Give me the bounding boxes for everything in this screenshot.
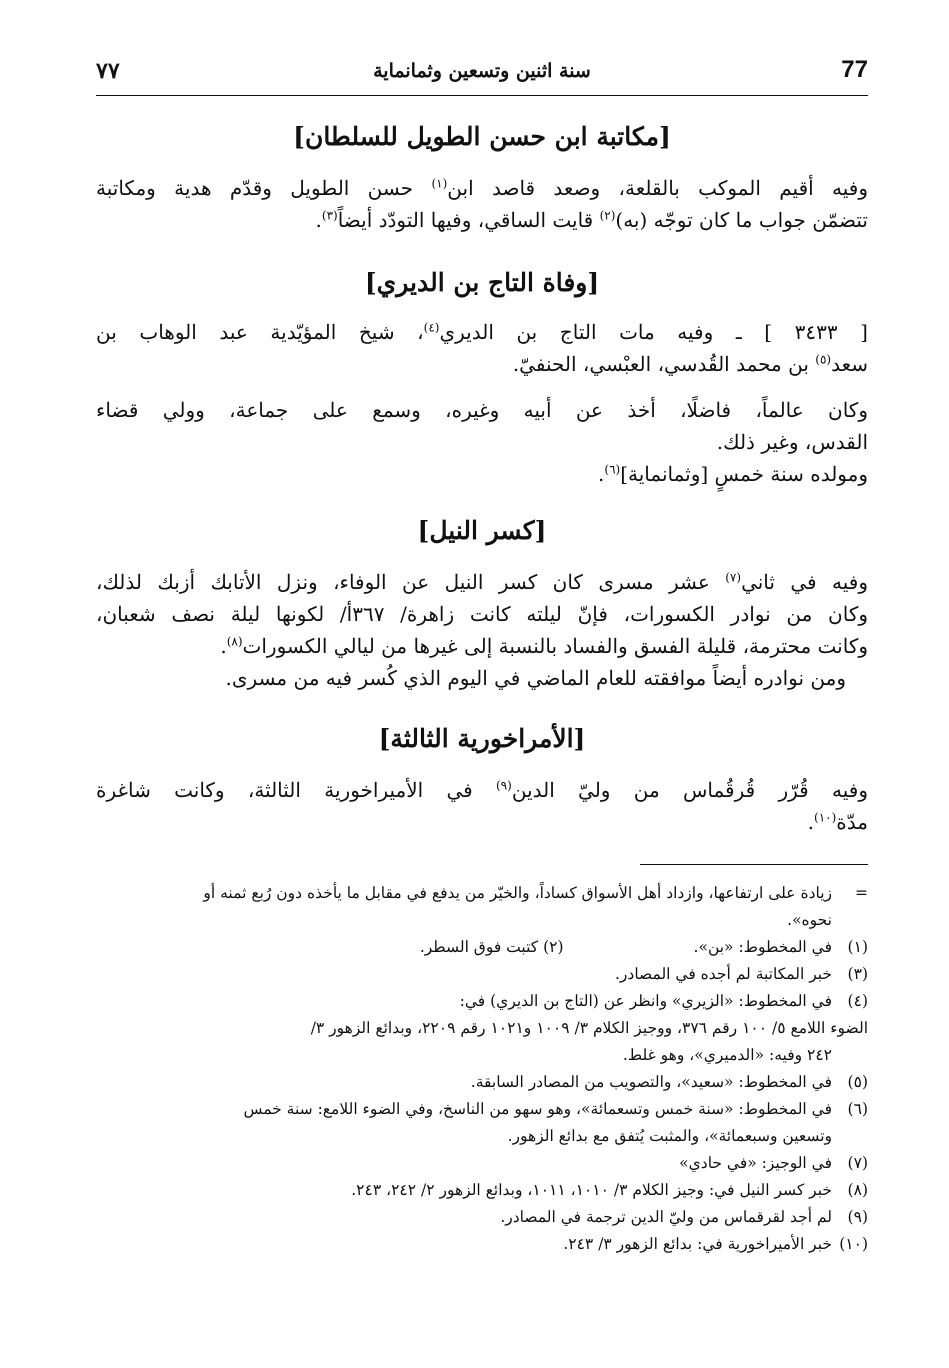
text-run: وفيه في ثاني <box>741 570 868 594</box>
footnote-5 <box>76 1069 868 1096</box>
text-run: وكانت محترمة، قليلة الفسق والفساد بالنسبة إلى غيرها من ليالي الكسورات <box>242 634 868 658</box>
page-number-arabic: ٧٧ <box>96 58 120 84</box>
footnote-text: ٢٤٢ وفيه: «الدميري»، وهو غلط. <box>622 1046 832 1064</box>
section-heading-amirakhuriya: [الأمراخورية الثالثة] <box>378 724 586 753</box>
text-run: القدس، وغير ذلك. <box>716 430 868 454</box>
footnote-10 <box>76 1231 868 1258</box>
footnote-text: زيادة على ارتفاعها، وازداد أهل الأسواق كساداً، والخيّر من يدفع في مقابل ما يأخذه دون رُبع ثمنه أو <box>203 884 832 902</box>
text-run: وفيه قُرّر قُرقُماس من وليّ الدين <box>511 778 868 802</box>
text-run: بن محمد القُدسي، العبْسي، الحنفيّ. <box>512 352 816 376</box>
text-run: . <box>598 462 605 486</box>
footnote-text: نحوه». <box>787 911 832 929</box>
footnote-text: لم أجد لقرقماس من وليّ الدين ترجمة في المصادر. <box>500 1208 832 1226</box>
text-run: مدّة <box>836 810 868 834</box>
footnote-9 <box>76 1204 868 1231</box>
footnote-text: في المخطوط: «سنة خمس وتسعمائة»، وهو سهو من الناسخ، وفي الضوء اللامع: سنة خمس <box>243 1100 832 1118</box>
text-run: ، شيخ المؤيّدية عبد الوهاب بن <box>96 320 424 344</box>
footnote-ref[interactable]: (٤) <box>423 320 440 335</box>
page-number-latin: 77 <box>841 56 868 83</box>
footnote-text: كتبت فوق السطر. <box>419 938 539 956</box>
footnote-3 <box>76 961 868 988</box>
text-run: عشر مسرى كان كسر النيل عن الوفاء، ونزل الأتابك أزبك لذلك، <box>96 570 726 594</box>
footnote-7 <box>76 1150 868 1177</box>
text-run: . <box>807 810 815 834</box>
footnote-text: في المخطوط: «سعيد»، والتصويب من المصادر السابقة. <box>470 1073 832 1091</box>
section-heading-death: [وفاة التاج بن الديري] <box>364 268 600 297</box>
footnote-6 <box>76 1096 868 1150</box>
footnote-text: خبر كسر النيل في: وجيز الكلام ٣/ ١٠١٠، ١٠١١، وبدائع الزهور ٢/ ٢٤٢، ٢٤٣. <box>351 1181 832 1199</box>
continuation-mark: = <box>855 884 868 902</box>
footnote-number: (٥) <box>847 1073 868 1091</box>
footnote-ref[interactable]: (٦) <box>604 462 621 477</box>
text-run: وكان من نوادر الكسورات، فإنّ ليلته كانت زاهرة/ ٣٦٧أ/ لكونها ليلة نصف شعبان، <box>96 602 868 626</box>
footnote-ref[interactable]: (٧) <box>725 570 742 585</box>
section-death-paragraph <box>96 316 868 380</box>
footnote-number: (٩) <box>847 1208 868 1226</box>
text-run: . <box>220 634 227 658</box>
footnote-number: (٣) <box>847 965 868 983</box>
footnote-ref[interactable]: (٢) <box>599 208 616 223</box>
footnote-text: وتسعين وسبعمائة»، والمثبت يُتفق مع بدائع الزهور. <box>507 1127 832 1145</box>
text-run: ومولده سنة خمسٍ [وثمانماية] <box>620 462 868 486</box>
section-amirakhuriya-paragraph <box>96 774 868 838</box>
footnote-text: في الوجيز: «في حادي» <box>679 1154 832 1172</box>
section-nile-paragraph <box>96 566 868 694</box>
section-heading-letter: [مكاتبة ابن حسن الطويل للسلطان] <box>293 122 671 151</box>
text-run: . <box>315 208 322 232</box>
footnote-text: في المخطوط: «بن». <box>693 938 832 956</box>
footnote-ref[interactable]: (٩) <box>495 778 512 793</box>
text-run: في الأميراخورية الثالثة، وكانت شاغرة <box>96 778 496 802</box>
footnote-8 <box>76 1177 868 1204</box>
footnote-number: (٨) <box>847 1181 868 1199</box>
text-run: قايت الساقي، وفيها التودّد أيضاً <box>337 208 600 232</box>
footnote-ref[interactable]: (١٠) <box>814 810 837 825</box>
footnote-text: خبر الأميراخورية في: بدائع الزهور ٣/ ٢٤٣. <box>563 1235 832 1253</box>
section-death-paragraph-2 <box>96 394 868 490</box>
footnote-number: (٦) <box>847 1100 868 1118</box>
footnote-number: (٧) <box>847 1154 868 1172</box>
text-run: تتضمّن جواب ما كان توجّه (به) <box>615 208 868 232</box>
footnote-separator <box>640 864 868 865</box>
running-header <box>96 56 868 96</box>
footnote-number: (٢) <box>543 938 564 956</box>
text-run: وكان عالماً، فاضلًا، أخذ عن أبيه وغيره، وسمع على جماعة، وولي قضاء <box>96 398 868 422</box>
footnote-ref[interactable]: (٣) <box>321 208 338 223</box>
text-run: سعد <box>831 352 868 376</box>
section-letter-paragraph <box>96 172 868 236</box>
text-run: حسن الطويل وقدّم هدية ومكاتبة <box>96 176 432 200</box>
footnote-number: (١) <box>847 938 868 956</box>
footnote-4 <box>76 988 868 1069</box>
running-title: سنة اثنين وتسعين وثمانماية <box>373 60 591 82</box>
header-rule <box>96 95 868 96</box>
footnote-number: (١٠) <box>839 1235 868 1253</box>
text-run: ومن نوادره أيضاً موافقته للعام الماضي في اليوم الذي كُسر فيه من مسرى. <box>225 666 846 690</box>
text-run: [ ٣٤٣٣ ] ـ وفيه مات التاج بن الديري <box>439 320 868 344</box>
footnote-text: في المخطوط: «الزيري» وانظر عن (التاج بن الديري) في: <box>459 992 832 1010</box>
text-run: وفيه أقيم الموكب بالقلعة، وصعد قاصد ابن <box>447 176 868 200</box>
footnote-ref[interactable]: (٥) <box>815 352 832 367</box>
footnote-ref[interactable]: (١) <box>431 176 448 191</box>
footnote-ref[interactable]: (٨) <box>226 634 243 649</box>
footnote-text: الضوء اللامع ٥/ ١٠٠ رقم ٣٧٦، ووجيز الكلام ٣/ ١٠٠٩ و١٠٢١ رقم ٢٢٠٩، وبدائع الزهور ٣/ <box>310 1019 868 1037</box>
section-heading-nile: [كسر النيل] <box>417 516 547 545</box>
footnote-text: خبر المكاتبة لم أجده في المصادر. <box>615 965 832 983</box>
footnote-continuation <box>76 880 868 934</box>
footnote-number: (٤) <box>847 992 868 1010</box>
footnote-1-2 <box>76 934 868 961</box>
footnotes <box>76 880 868 1258</box>
